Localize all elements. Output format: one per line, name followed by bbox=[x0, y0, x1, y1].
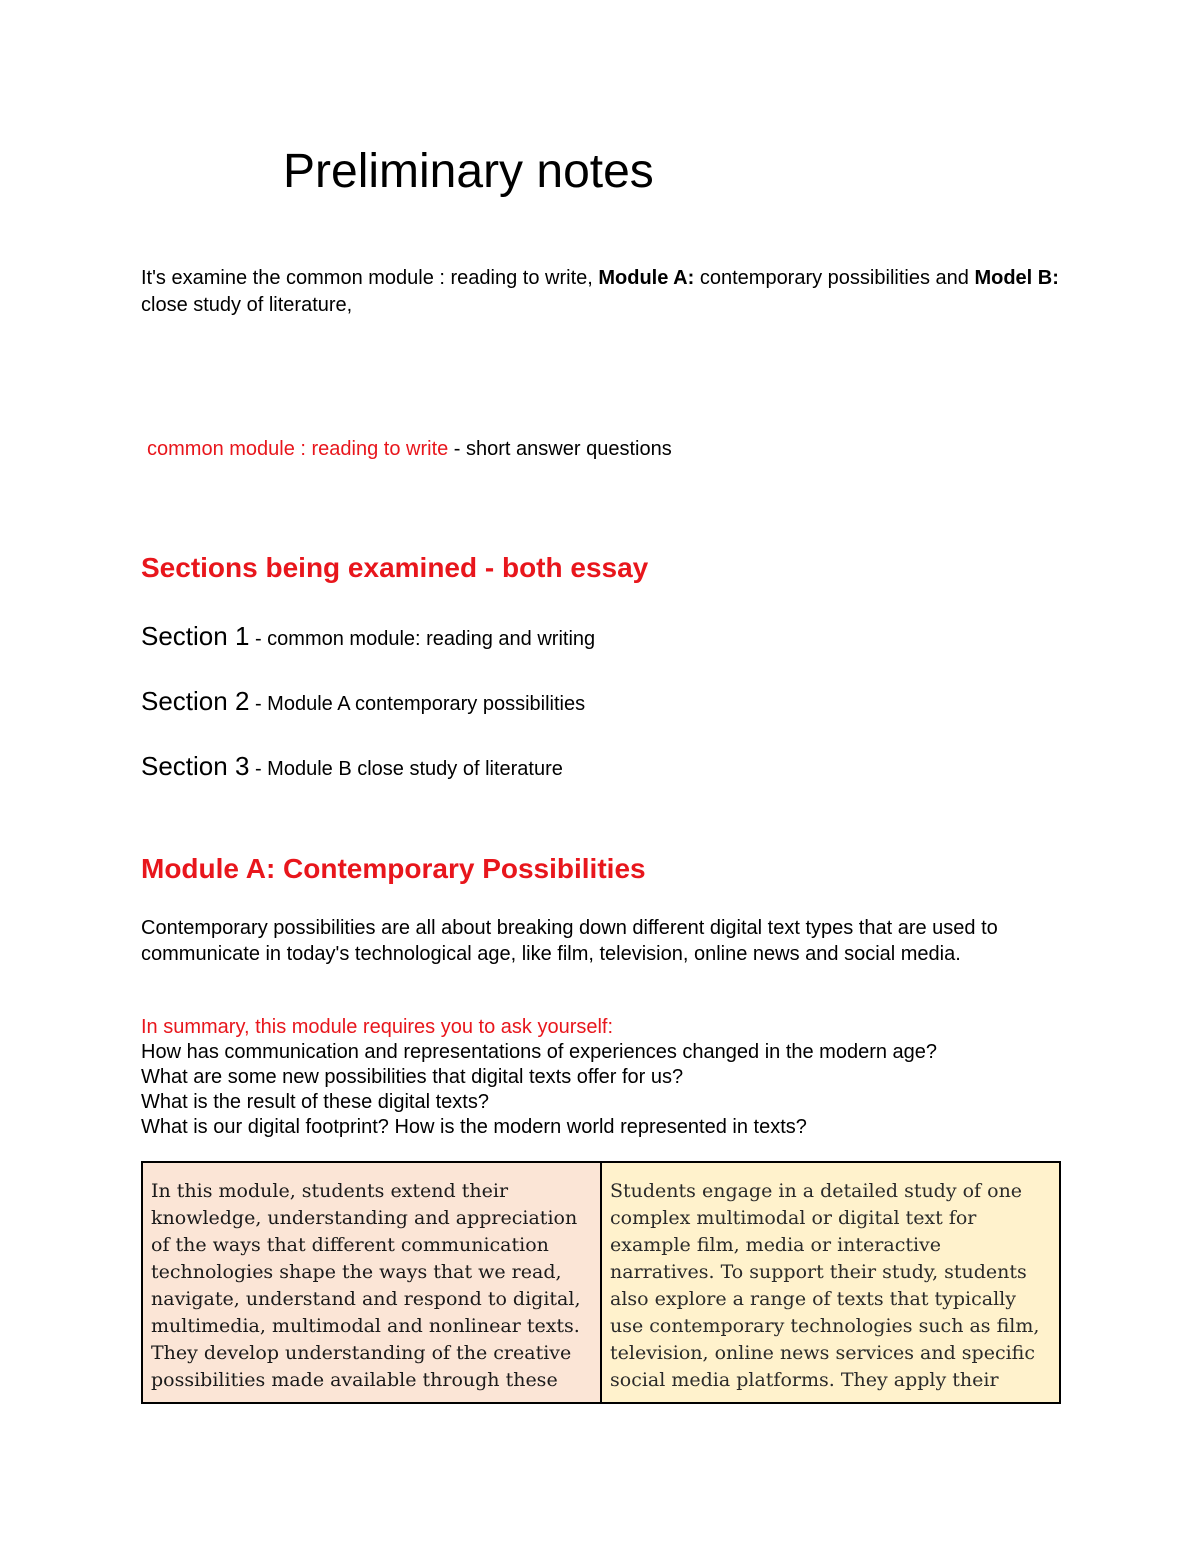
section-3-line bbox=[141, 751, 563, 784]
summary-question: What are some new possibilities that digital texts offer for us? bbox=[141, 1066, 684, 1088]
summary-question: How has communication and representations of experiences changed in the modern age? bbox=[141, 1041, 938, 1063]
common-module-rest-text: - short answer questions bbox=[448, 438, 672, 460]
model-b-label: Model B: bbox=[974, 267, 1059, 289]
sections-heading: Sections being examined - both essay bbox=[141, 552, 649, 583]
section-2-text: - Module A contemporary possibilities bbox=[249, 693, 586, 715]
module-info-table bbox=[141, 1161, 1061, 1404]
section-1-line bbox=[141, 621, 595, 654]
module-a-label: Module A: bbox=[598, 267, 695, 289]
intro-text-2: contemporary possibilities and bbox=[694, 267, 975, 289]
summary-question: What is the result of these digital texts? bbox=[141, 1091, 489, 1113]
intro-text-3: close study of literature, bbox=[141, 294, 353, 316]
common-module-line bbox=[147, 436, 672, 463]
table-cell-right: Students engage in a detailed study of one complex multimodal or digital text for example film, media or interactive narratives. To support their study, students also explore a range of texts that typically use contemporary technologies such as film, television, online news services and specific social media platforms. They apply their bbox=[602, 1163, 1059, 1402]
intro-text-1: It's examine the common module : reading to write, bbox=[141, 267, 599, 289]
intro-paragraph bbox=[141, 265, 1081, 319]
common-module-red-text: common module : reading to write bbox=[147, 438, 449, 460]
summary-block bbox=[141, 1015, 1081, 1140]
section-3-label: Section 3 bbox=[141, 751, 250, 781]
section-2-label: Section 2 bbox=[141, 686, 250, 716]
section-1-label: Section 1 bbox=[141, 621, 250, 651]
section-3-text: - Module B close study of literature bbox=[249, 758, 563, 780]
section-2-line bbox=[141, 686, 585, 719]
summary-question: What is our digital footprint? How is the modern world represented in texts? bbox=[141, 1116, 807, 1138]
module-a-heading: Module A: Contemporary Possibilities bbox=[141, 853, 646, 884]
table-cell-left: In this module, students extend their knowledge, understanding and appreciation of the ways that different communication technologies shape the ways that we read, navigate, understand and respond to digital, multimedia, multimodal and nonlinear texts. They develop understanding of the creative possibilities made available through these bbox=[143, 1163, 602, 1402]
summary-lead: In summary, this module requires you to ask yourself: bbox=[141, 1016, 614, 1038]
section-1-text: - common module: reading and writing bbox=[249, 628, 596, 650]
page-title: Preliminary notes bbox=[283, 145, 654, 198]
module-a-description: Contemporary possibilities are all about breaking down different digital text types that are used to communicate in today's technological age, like film, television, online news and social media. bbox=[141, 917, 998, 965]
